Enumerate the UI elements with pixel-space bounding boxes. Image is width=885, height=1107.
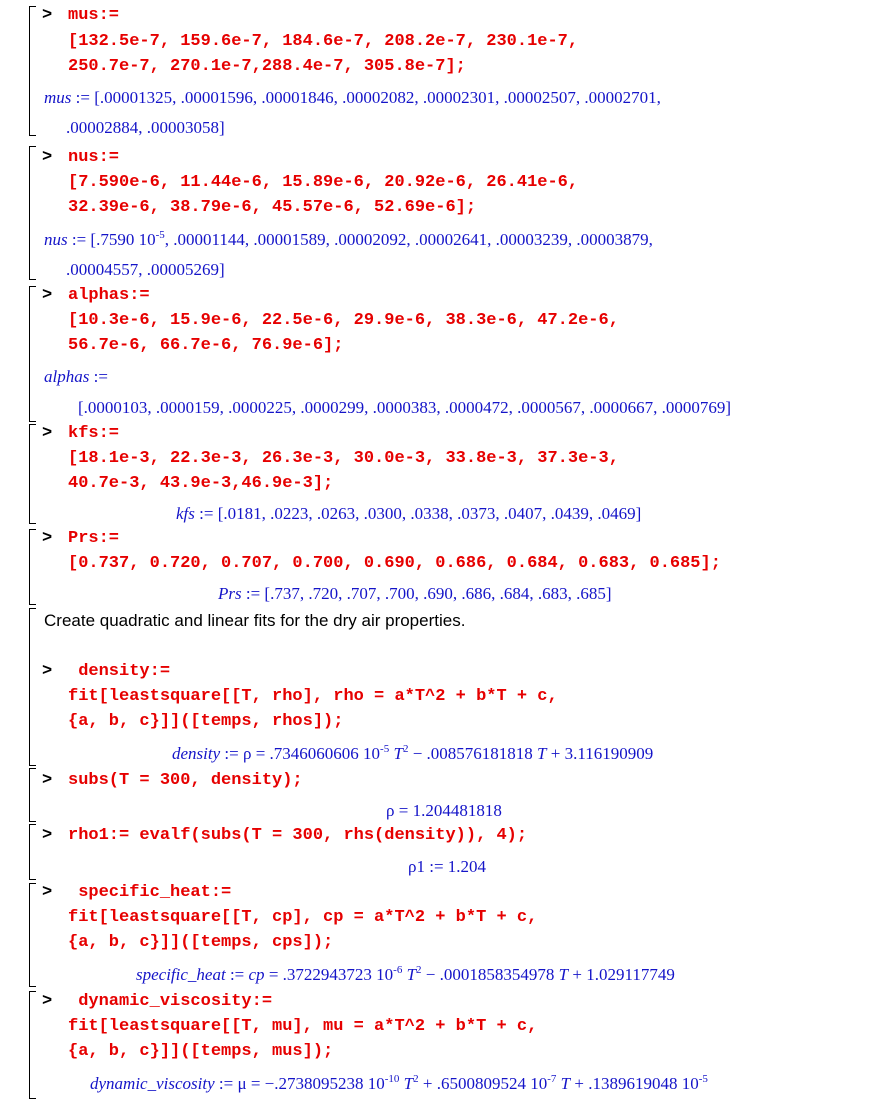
input-line[interactable]: fit[leastsquare[[T, rho], rho = a*T^2 + b*T + c, — [68, 687, 558, 706]
prompt: > — [42, 992, 53, 1011]
input-line[interactable]: 40.7e-3, 43.9e-3,46.9e-3]; — [68, 474, 334, 493]
prompt: > — [42, 286, 53, 305]
output-line: kfs := [.0181, .0223, .0263, .0300, .0338, .0373, .0407, .0439, .0469] — [176, 504, 642, 523]
input-line[interactable]: specific_heat:= — [68, 883, 232, 902]
comment-text[interactable]: Create quadratic and linear fits for the dry air properties. — [44, 611, 466, 630]
input-line[interactable]: Prs:= — [68, 529, 120, 548]
input-line[interactable]: mus:= — [68, 6, 120, 25]
input-line[interactable]: subs(T = 300, density); — [68, 771, 303, 790]
input-line[interactable]: fit[leastsquare[[T, cp], cp = a*T^2 + b*T + c, — [68, 908, 538, 927]
input-line[interactable]: {a, b, c}]]([temps, cps]); — [68, 933, 334, 952]
input-line[interactable]: [18.1e-3, 22.3e-3, 26.3e-3, 30.0e-3, 33.8e-3, 37.3e-3, — [68, 449, 619, 468]
prompt: > — [42, 529, 53, 548]
input-line[interactable]: [10.3e-6, 15.9e-6, 22.5e-6, 29.9e-6, 38.3e-6, 47.2e-6, — [68, 311, 619, 330]
output-line: .00004557, .00005269] — [66, 260, 225, 279]
prompt: > — [42, 826, 53, 845]
input-line[interactable]: [132.5e-7, 159.6e-7, 184.6e-7, 208.2e-7, 230.1e-7, — [68, 32, 579, 51]
output-line: .00002884, .00003058] — [66, 118, 225, 137]
input-line[interactable]: 32.39e-6, 38.79e-6, 45.57e-6, 52.69e-6]; — [68, 198, 477, 217]
input-line[interactable]: [0.737, 0.720, 0.707, 0.700, 0.690, 0.686, 0.684, 0.683, 0.685]; — [68, 554, 721, 573]
input-line[interactable]: fit[leastsquare[[T, mu], mu = a*T^2 + b*T + c, — [68, 1017, 538, 1036]
output-line: mus := [.00001325, .00001596, .00001846, .00002082, .00002301, .00002507, .00002701, — [44, 88, 661, 107]
output-line: density := ρ = .7346060606 $10^{-5}$ $T^2 - .008576181818$ T + 3.116190909 — [172, 743, 654, 763]
prompt: > — [42, 771, 53, 790]
prompt: > — [42, 148, 53, 167]
input-line[interactable]: [7.590e-6, 11.44e-6, 15.89e-6, 20.92e-6, 26.41e-6, — [68, 173, 579, 192]
output-line: [.0000103, .0000159, .0000225, .0000299, .0000383, .0000472, .0000567, .0000667, .0000769] — [78, 398, 732, 417]
prompt: > — [42, 424, 53, 443]
input-line[interactable]: 250.7e-7, 270.1e-7,288.4e-7, 305.8e-7]; — [68, 57, 466, 76]
input-line[interactable]: kfs:= — [68, 424, 120, 443]
prompt: > — [42, 662, 53, 681]
output-line: nus := [.7590 $10^{-5}$, .00001144, .00001589, .00002092, .00002641, .00003239, .00003879, — [44, 229, 653, 249]
output-line: Prs := [.737, .720, .707, .700, .690, .686, .684, .683, .685] — [218, 584, 612, 603]
input-line[interactable]: rho1:= evalf(subs(T = 300, rhs(density)), 4); — [68, 826, 528, 845]
output-line: ρ = 1.204481818 — [386, 801, 502, 820]
input-line[interactable]: alphas:= — [68, 286, 150, 305]
input-line[interactable]: {a, b, c}]]([temps, rhos]); — [68, 712, 344, 731]
input-line[interactable]: 56.7e-6, 66.7e-6, 76.9e-6]; — [68, 336, 344, 355]
prompt: > — [42, 6, 53, 25]
output-line: ρ1 := 1.204 — [408, 857, 487, 876]
output-line: specific_heat := cp = .3722943723 $10^{-6}$ $T^2 - .0001858354978$ T + 1.029117749 — [136, 964, 675, 984]
prompt: > — [42, 883, 53, 902]
input-line[interactable]: nus:= — [68, 148, 120, 167]
input-line[interactable]: {a, b, c}]]([temps, mus]); — [68, 1042, 334, 1061]
input-line[interactable]: dynamic_viscosity:= — [68, 992, 273, 1011]
output-line: alphas := — [44, 367, 108, 386]
output-line: dynamic_viscosity := μ = −.2738095238 $10^{-10}$ $T^2 + .6500809524$ $10^{-7}$ T + .1389619048 $10^{-5}$ — [90, 1073, 708, 1093]
input-line[interactable]: density:= — [68, 662, 171, 681]
